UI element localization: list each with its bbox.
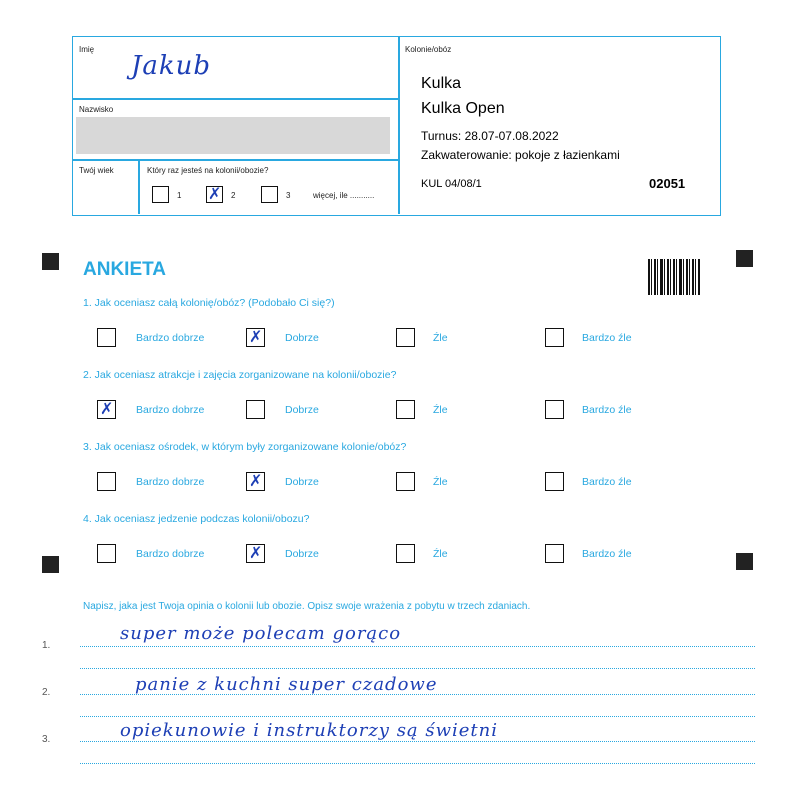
q1-option-zle: Źle	[433, 332, 448, 344]
q2-checkbox-dobrze[interactable]	[246, 400, 265, 419]
opinion-line-2b	[80, 716, 755, 717]
nazwisko-label: Nazwisko	[79, 105, 114, 114]
zakwaterowanie: Zakwaterowanie: pokoje z łazienkami	[421, 148, 620, 162]
q4-option-bardzo-dobrze: Bardzo dobrze	[136, 548, 205, 560]
q1-option-bardzo-zle: Bardzo źle	[582, 332, 632, 344]
q1-checkbox-zle[interactable]	[396, 328, 415, 347]
registration-mark-top-left	[42, 253, 59, 270]
q3-check-mark: ✗	[249, 471, 263, 490]
ktory-raz-checkbox-3[interactable]	[261, 186, 278, 203]
q1-check-mark: ✗	[249, 327, 263, 346]
opinion-line-number-3: 3.	[42, 734, 51, 745]
barcode-icon	[648, 259, 700, 295]
registration-mark-bottom-left	[42, 556, 59, 573]
q4-option-zle: Źle	[433, 548, 448, 560]
q4-checkbox-zle[interactable]	[396, 544, 415, 563]
ktory-raz-checkbox-1[interactable]	[152, 186, 169, 203]
ktory-raz-option-more: więcej, ile ...........	[313, 191, 375, 200]
q2-checkbox-zle[interactable]	[396, 400, 415, 419]
ktory-raz-label: Który raz jesteś na kolonii/obozie?	[147, 166, 269, 175]
registration-mark-top-right	[736, 250, 753, 267]
question-4: 4. Jak oceniasz jedzenie podczas kolonii/obozu?	[83, 513, 310, 525]
opinion-prompt: Napisz, jaka jest Twoja opinia o kolonii lub obozie. Opisz swoje wrażenia z pobytu w trzech zdaniach.	[83, 601, 531, 612]
turnus: Turnus: 28.07-07.08.2022	[421, 129, 559, 143]
q2-checkbox-bardzo-zle[interactable]	[545, 400, 564, 419]
opinion-line-2	[80, 694, 755, 695]
q3-checkbox-bardzo-dobrze[interactable]	[97, 472, 116, 491]
q3-option-bardzo-zle: Bardzo źle	[582, 476, 632, 488]
opinion-line-3	[80, 741, 755, 742]
q2-option-bardzo-zle: Bardzo źle	[582, 404, 632, 416]
header-box	[72, 36, 721, 216]
nazwisko-redacted	[76, 117, 390, 154]
kolonia-label: Kolonie/obóz	[405, 45, 452, 54]
question-3: 3. Jak oceniasz ośrodek, w którym były zorganizowane kolonie/obóz?	[83, 441, 407, 453]
q1-option-dobrze: Dobrze	[285, 332, 319, 344]
q4-checkbox-bardzo-dobrze[interactable]	[97, 544, 116, 563]
opinion-line-number-2: 2.	[42, 687, 51, 698]
q1-checkbox-bardzo-zle[interactable]	[545, 328, 564, 347]
q2-option-bardzo-dobrze: Bardzo dobrze	[136, 404, 205, 416]
opinion-line-1-text[interactable]: super może polecam gorąco	[120, 623, 402, 644]
opinion-line-1	[80, 646, 755, 647]
q3-option-zle: Źle	[433, 476, 448, 488]
ktory-raz-option-2: 2	[231, 191, 236, 200]
kolonia-subname: Kulka Open	[421, 100, 505, 117]
kolonia-code: KUL 04/08/1	[421, 178, 482, 190]
q1-checkbox-bardzo-dobrze[interactable]	[97, 328, 116, 347]
header-divider-2	[73, 159, 398, 161]
q3-option-dobrze: Dobrze	[285, 476, 319, 488]
header-divider-age	[138, 159, 140, 214]
survey-title: ANKIETA	[83, 259, 167, 280]
opinion-line-2-text[interactable]: panie z kuchni super czadowe	[135, 674, 438, 695]
imie-value[interactable]: Jakub	[131, 51, 212, 81]
ktory-raz-option-1: 1	[177, 191, 182, 200]
ktory-raz-option-3: 3	[286, 191, 291, 200]
opinion-line-3b	[80, 763, 755, 764]
q1-option-bardzo-dobrze: Bardzo dobrze	[136, 332, 205, 344]
question-2: 2. Jak oceniasz atrakcje i zajęcia zorganizowane na kolonii/obozie?	[83, 369, 397, 381]
q4-option-dobrze: Dobrze	[285, 548, 319, 560]
question-1: 1. Jak oceniasz całą kolonię/obóz? (Podobało Ci się?)	[83, 297, 335, 309]
q2-option-dobrze: Dobrze	[285, 404, 319, 416]
q4-option-bardzo-zle: Bardzo źle	[582, 548, 632, 560]
q3-checkbox-bardzo-zle[interactable]	[545, 472, 564, 491]
ktory-raz-check-mark: ✗	[208, 184, 222, 203]
opinion-line-number-1: 1.	[42, 640, 51, 651]
q4-checkbox-bardzo-zle[interactable]	[545, 544, 564, 563]
imie-label: Imię	[79, 45, 95, 54]
opinion-line-1b	[80, 668, 755, 669]
q2-check-mark: ✗	[100, 399, 114, 418]
q3-checkbox-zle[interactable]	[396, 472, 415, 491]
header-divider-vertical	[398, 37, 400, 214]
wiek-label: Twój wiek	[79, 166, 114, 175]
header-divider-1	[73, 98, 398, 100]
q2-option-zle: Źle	[433, 404, 448, 416]
kolonia-name: Kulka	[421, 75, 462, 92]
opinion-line-3-text[interactable]: opiekunowie i instruktorzy są świetni	[120, 720, 499, 741]
form-number: 02051	[649, 176, 686, 191]
q3-option-bardzo-dobrze: Bardzo dobrze	[136, 476, 205, 488]
q4-check-mark: ✗	[249, 543, 263, 562]
registration-mark-bottom-right	[736, 553, 753, 570]
